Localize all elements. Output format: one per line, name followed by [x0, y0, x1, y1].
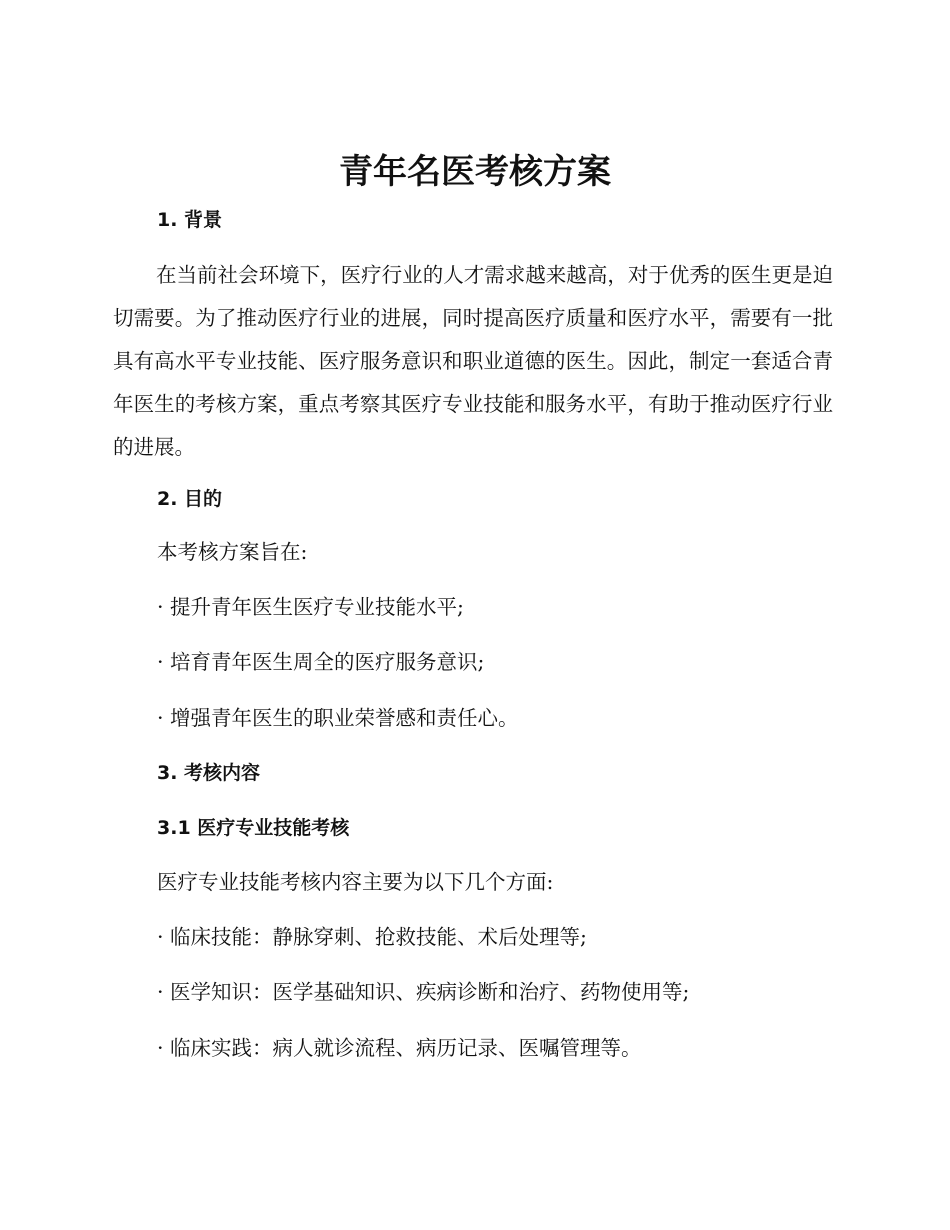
list-item: · 医学知识：医学基础知识、疾病诊断和治疗、药物使用等; [157, 980, 690, 1004]
section-heading-purpose: 2. 目的 [157, 488, 223, 510]
subsection-heading-skills: 3.1 医疗专业技能考核 [157, 817, 350, 839]
list-item: · 培育青年医生周全的医疗服务意识; [157, 650, 485, 674]
list-item: · 增强青年医生的职业荣誉感和责任心。 [157, 706, 519, 730]
list-item: · 临床实践：病人就诊流程、病历记录、医嘱管理等。 [157, 1036, 642, 1060]
background-paragraph: 在当前社会环境下，医疗行业的人才需求越来越高，对于优秀的医生更是迫切需要。为了推动医疗行业的进展，同时提高医疗质量和医疗水平，需要有一批具有高水平专业技能、医疗服务意识和职业道德的医生。因此，制定一套适合青年医生的考核方案，重点考察其医疗专业技能和服务水平，有助于推动医疗行业的进展。 [113, 263, 833, 459]
section-heading-background: 1. 背景 [157, 209, 223, 231]
list-item: · 提升青年医生医疗专业技能水平; [157, 595, 464, 619]
skills-intro: 医疗专业技能考核内容主要为以下几个方面: [157, 870, 554, 894]
list-item: · 临床技能：静脉穿刺、抢救技能、术后处理等; [157, 925, 587, 949]
purpose-intro: 本考核方案旨在: [157, 540, 308, 564]
section-heading-content: 3. 考核内容 [157, 762, 261, 784]
document-title: 青年名医考核方案 [339, 152, 611, 192]
